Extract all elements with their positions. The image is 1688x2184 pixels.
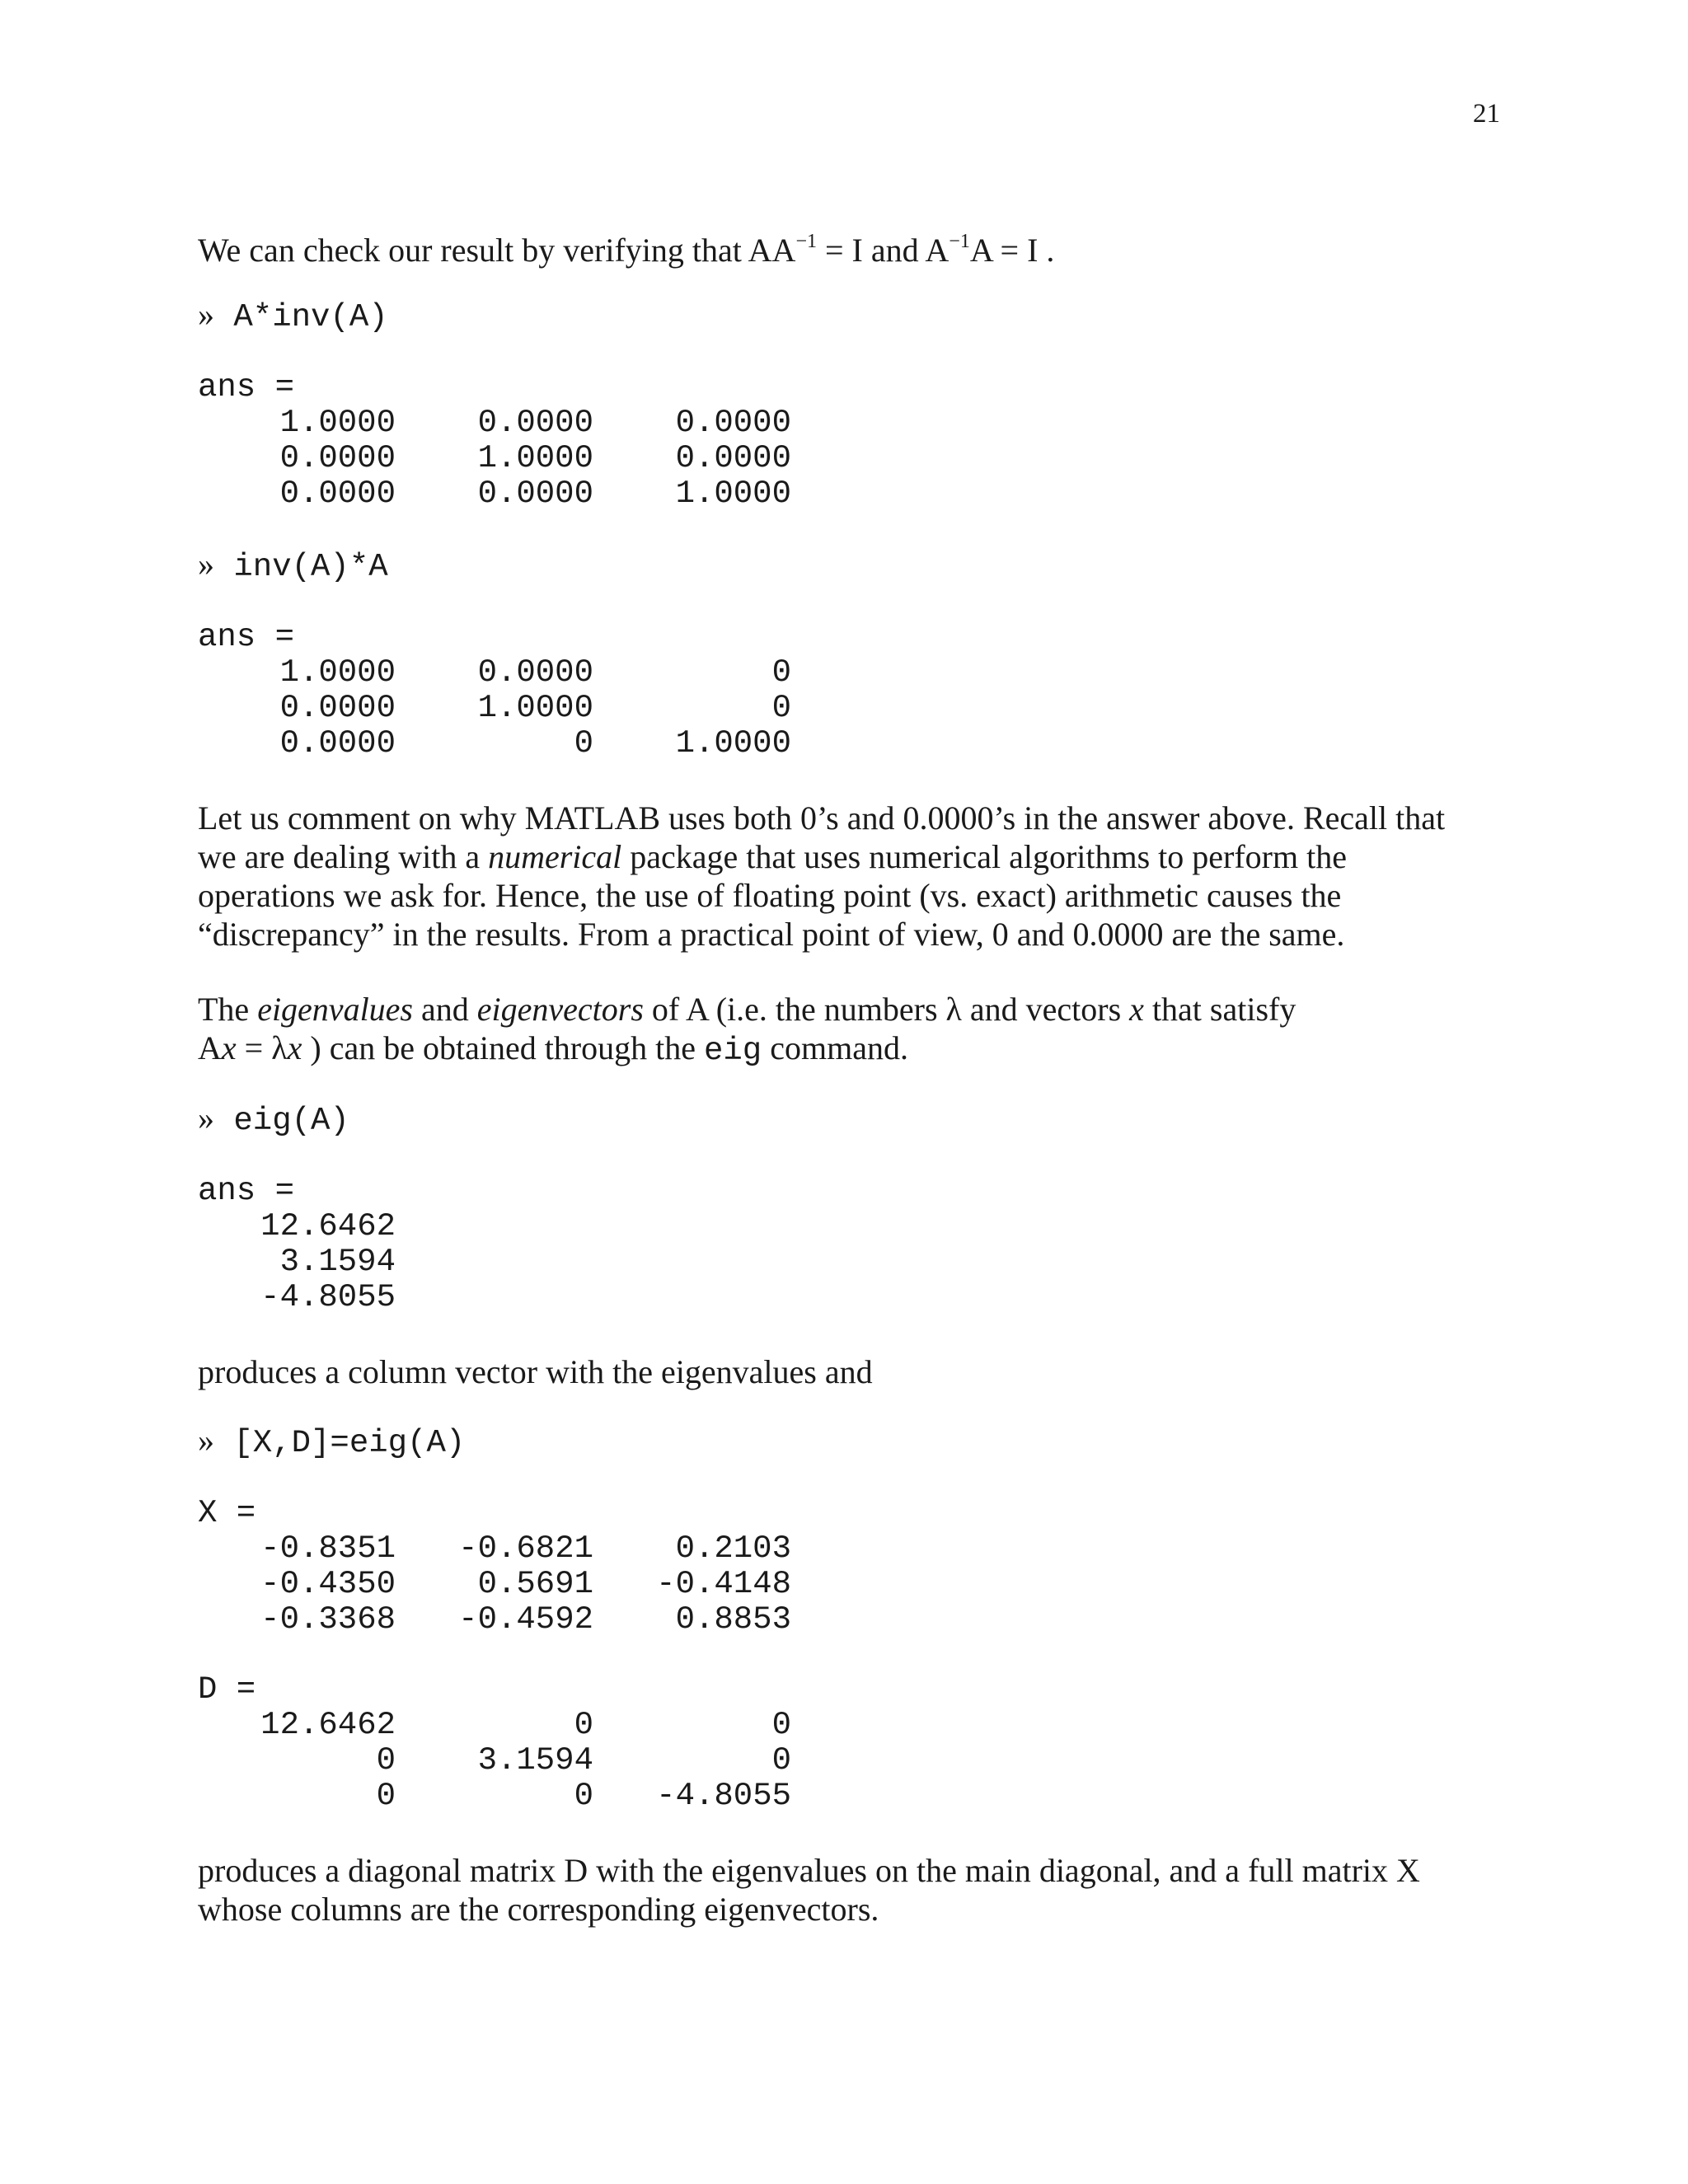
matrix-row	[198, 691, 1484, 726]
command-line-4	[198, 1422, 1484, 1461]
matrix-cell: 3.1594	[279, 1244, 396, 1280]
column-vector-text: produces a column vector with the eigenvalues and	[198, 1353, 873, 1390]
matrix-cell: -0.3368	[260, 1601, 396, 1638]
matrix-cell: -0.6821	[458, 1530, 593, 1567]
output-label: ans =	[198, 619, 295, 655]
matrix-cell: 1.0000	[675, 476, 791, 512]
matrix-row	[198, 1280, 1484, 1315]
matrix-cell: 1.0000	[279, 654, 396, 691]
matrix-cell: 0.0000	[477, 654, 593, 691]
matrix-cell: 0	[376, 1778, 396, 1814]
prompt-symbol: »	[198, 1099, 214, 1137]
intro-paragraph: We can check our result by verifying that $AA^{-1} = I$ and $A^{-1}A = I$ .	[198, 231, 1055, 269]
matrix-cell: 0	[771, 1707, 791, 1743]
matrix-cell: -0.4350	[260, 1566, 396, 1602]
matrix-cell: 0.0000	[477, 476, 593, 512]
matrix-row	[198, 1743, 1484, 1779]
matrix-cell: -0.8351	[260, 1530, 396, 1567]
prompt-symbol: »	[198, 546, 214, 583]
matrix-row	[198, 1779, 1484, 1814]
matrix-row	[198, 1602, 1484, 1638]
matrix-cell: 0	[771, 654, 791, 691]
matrix-cell: 0.0000	[279, 476, 396, 512]
matrix-cell: -0.4592	[458, 1601, 593, 1638]
result-matrix-1	[198, 405, 1484, 512]
matrix-cell: 0	[771, 1742, 791, 1779]
matrix-cell: 0	[574, 725, 593, 762]
matrix-cell: 12.6462	[260, 1707, 396, 1743]
command-line-1	[198, 297, 1484, 335]
matrix-cell: -4.8055	[260, 1279, 396, 1315]
matrix-cell: 1.0000	[675, 725, 791, 762]
matrix-row	[198, 1209, 1484, 1244]
command-text: [X,D]=eig(A)	[233, 1425, 466, 1461]
matrix-cell: 0	[771, 690, 791, 726]
matrix-cell: 3.1594	[477, 1742, 593, 1779]
command-line-3	[198, 1100, 1484, 1139]
matrix-row	[198, 405, 1484, 441]
page-number: 21	[1473, 99, 1500, 129]
matrix-cell: 1.0000	[279, 405, 396, 441]
matrix-cell: -0.4148	[656, 1566, 791, 1602]
matrix-cell: 0.0000	[279, 725, 396, 762]
result-matrix-2	[198, 655, 1484, 762]
matrix-row	[198, 1708, 1484, 1743]
page-content	[198, 231, 1484, 1929]
comment-paragraph: Let us comment on why MATLAB uses both 0’s and 0.0000’s in the answer above. Recall that we are dealing with a numerical package that uses numerical algorithms to perform the operations we ask for. Hence, the use of floating point (vs. exact) arithmetic causes the “discrepancy” in the results. From a practical point of view, 0 and 0.0000 are the same.	[198, 799, 1446, 953]
diagonal-matrix	[198, 1708, 1484, 1814]
eigenvalue-vector	[198, 1209, 1484, 1315]
output-label: X =	[198, 1495, 256, 1531]
matrix-row	[198, 441, 1484, 476]
matrix-cell: 1.0000	[477, 690, 593, 726]
matrix-cell: 0	[574, 1778, 593, 1814]
matrix-cell: -4.8055	[656, 1778, 791, 1814]
matrix-cell: 0.5691	[477, 1566, 593, 1602]
command-text: eig(A)	[233, 1103, 349, 1139]
matrix-cell: 0.0000	[279, 690, 396, 726]
matrix-cell: 0.2103	[675, 1530, 791, 1567]
matrix-cell: 0	[574, 1707, 593, 1743]
output-label: ans =	[198, 1173, 295, 1209]
matrix-row	[198, 1531, 1484, 1567]
command-text: A*inv(A)	[233, 299, 388, 335]
matrix-cell: 0.0000	[675, 440, 791, 476]
matrix-row	[198, 726, 1484, 762]
command-line-2	[198, 546, 1484, 585]
matrix-cell: 0	[376, 1742, 396, 1779]
command-text: inv(A)*A	[233, 549, 388, 585]
matrix-cell: 0.0000	[675, 405, 791, 441]
output-label: ans =	[198, 369, 295, 405]
matrix-cell: 0.0000	[279, 440, 396, 476]
matrix-row	[198, 655, 1484, 691]
eigen-intro-paragraph: The eigenvalues and eigenvectors of A (i.e. the numbers λ and vectors x that satisfy Ax = λx ) can be obtained through the eig command.	[198, 991, 1296, 1069]
matrix-cell: 0.0000	[477, 405, 593, 441]
matrix-cell: 1.0000	[477, 440, 593, 476]
matrix-row	[198, 1567, 1484, 1602]
inline-code: eig	[704, 1033, 762, 1069]
prompt-symbol: »	[198, 296, 214, 333]
prompt-symbol: »	[198, 1422, 214, 1459]
closing-paragraph: produces a diagonal matrix D with the eigenvalues on the main diagonal, and a full matrix X whose columns are the corresponding eigenvectors.	[198, 1852, 1420, 1928]
matrix-cell: 12.6462	[260, 1208, 396, 1244]
matrix-row	[198, 1244, 1484, 1280]
eigenvector-matrix	[198, 1531, 1484, 1638]
matrix-row	[198, 476, 1484, 512]
matrix-cell: 0.8853	[675, 1601, 791, 1638]
output-label: D =	[198, 1671, 256, 1708]
